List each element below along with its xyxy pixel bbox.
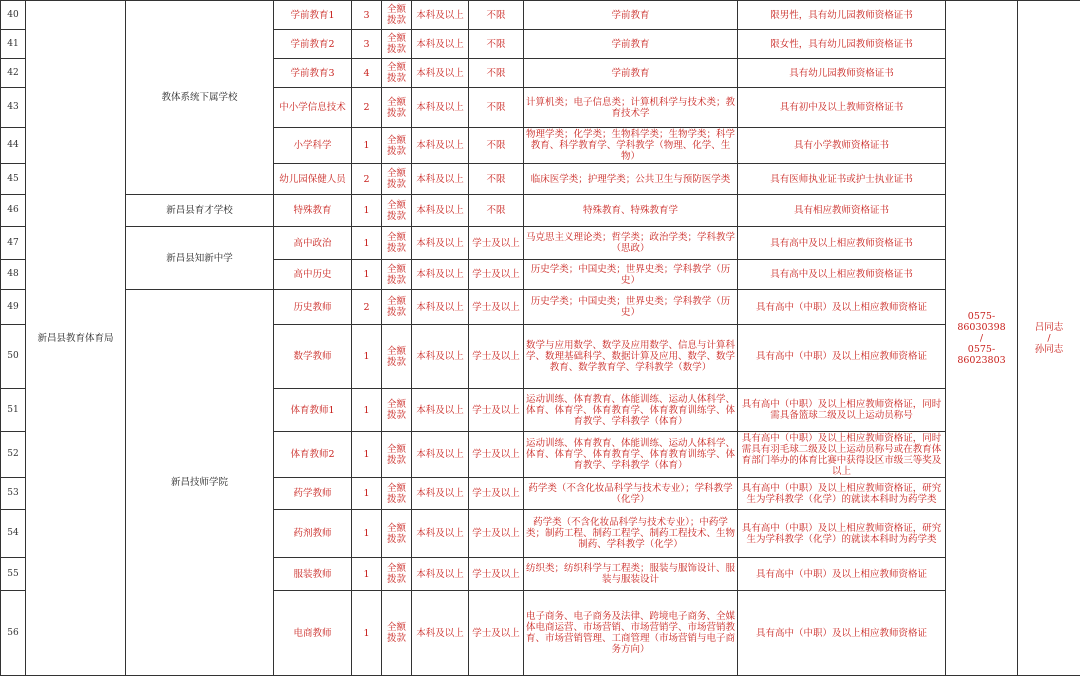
unit-cell: 新昌县育才学校: [126, 195, 274, 227]
row-number: 56: [1, 591, 26, 676]
major-req: 学前教育: [524, 30, 738, 59]
other-req: 限男性，具有幼儿园教师资格证书: [738, 1, 946, 30]
education-req: 本科及以上: [412, 591, 469, 676]
degree-req: 学士及以上: [469, 389, 524, 432]
degree-req: 不限: [469, 59, 524, 88]
education-req: 本科及以上: [412, 510, 469, 558]
row-number: 42: [1, 59, 26, 88]
funding-type: 全额拨款: [382, 290, 412, 325]
other-req: 具有幼儿园教师资格证书: [738, 59, 946, 88]
post-name: 学前教育3: [274, 59, 352, 88]
post-name: 中小学信息技术: [274, 88, 352, 128]
education-req: 本科及以上: [412, 325, 469, 389]
other-req: 具有高中（中职）及以上相应教师资格证: [738, 290, 946, 325]
contact-2: 孙同志: [1035, 344, 1064, 355]
other-req: 具有高中（中职）及以上相应教师资格证，研究生为学科教学（化学）的就读本科时为药学类: [738, 510, 946, 558]
row-number: 53: [1, 478, 26, 510]
education-req: 本科及以上: [412, 432, 469, 478]
unit-cell: 教体系统下属学校: [126, 1, 274, 195]
degree-req: 不限: [469, 30, 524, 59]
major-req: 特殊教育、特殊教育学: [524, 195, 738, 227]
other-req: 具有高中（中职）及以上相应教师资格证，同时需具有羽毛球二级及以上运动员称号或在教育体育部门举办的体育比赛中获得设区市级三等奖及以上: [738, 432, 946, 478]
other-req: 限女性，具有幼儿园教师资格证书: [738, 30, 946, 59]
row-number: 41: [1, 30, 26, 59]
other-req: 具有高中（中职）及以上相应教师资格证: [738, 558, 946, 591]
major-req: 历史学类；中国史类；世界史类；学科教学（历史）: [524, 260, 738, 290]
row-number: 40: [1, 1, 26, 30]
degree-req: 不限: [469, 88, 524, 128]
post-count: 1: [352, 195, 382, 227]
degree-req: 学士及以上: [469, 325, 524, 389]
row-number: 48: [1, 260, 26, 290]
degree-req: 不限: [469, 164, 524, 195]
major-req: 运动训练、体育教育、体能训练、运动人体科学、体育、体育学、体育教育学、体育教育训练学、体育教学、学科教学（体育）: [524, 389, 738, 432]
post-name: 药剂教师: [274, 510, 352, 558]
contact-1: 吕同志: [1035, 322, 1064, 333]
phone-1: 0575-86030398: [957, 311, 1005, 333]
education-req: 本科及以上: [412, 59, 469, 88]
post-name: 学前教育2: [274, 30, 352, 59]
table-row: [1, 290, 1080, 325]
row-number: 50: [1, 325, 26, 389]
contact-person-cell: [1018, 1, 1080, 676]
contact-phone-cell: [946, 1, 1018, 676]
funding-type: 全额拨款: [382, 478, 412, 510]
degree-req: 学士及以上: [469, 260, 524, 290]
post-name: 幼儿园保健人员: [274, 164, 352, 195]
other-req: 具有初中及以上教师资格证书: [738, 88, 946, 128]
table-row: [1, 1, 1080, 30]
post-name: 学前教育1: [274, 1, 352, 30]
education-req: 本科及以上: [412, 1, 469, 30]
row-number: 52: [1, 432, 26, 478]
funding-type: 全额拨款: [382, 591, 412, 676]
degree-req: 学士及以上: [469, 478, 524, 510]
phone-2: 0575-86023803: [957, 344, 1005, 366]
education-req: 本科及以上: [412, 227, 469, 260]
degree-req: 学士及以上: [469, 290, 524, 325]
degree-req: 学士及以上: [469, 558, 524, 591]
degree-req: 学士及以上: [469, 432, 524, 478]
post-name: 药学教师: [274, 478, 352, 510]
other-req: 具有高中（中职）及以上相应教师资格证，研究生为学科教学（化学）的就读本科时为药学类: [738, 478, 946, 510]
post-count: 1: [352, 325, 382, 389]
education-req: 本科及以上: [412, 128, 469, 164]
post-count: 1: [352, 558, 382, 591]
education-req: 本科及以上: [412, 389, 469, 432]
funding-type: 全额拨款: [382, 30, 412, 59]
degree-req: 不限: [469, 1, 524, 30]
degree-req: 不限: [469, 195, 524, 227]
major-req: 数学与应用数学、数学及应用数学、信息与计算科学、数理基础科学、数据计算及应用、数学、数学教育、数学教育学、学科教学（数学）: [524, 325, 738, 389]
education-req: 本科及以上: [412, 260, 469, 290]
table-row: [1, 195, 1080, 227]
major-req: 电子商务、电子商务及法律、跨境电子商务、全媒体电商运营、市场营销、市场营销学、市场营销教育、市场营销管理、工商管理（市场营销与电子商务方向）: [524, 591, 738, 676]
post-count: 1: [352, 432, 382, 478]
post-name: 高中历史: [274, 260, 352, 290]
department-cell: 新昌县教育体育局: [26, 1, 126, 676]
post-name: 数学教师: [274, 325, 352, 389]
funding-type: 全额拨款: [382, 59, 412, 88]
funding-type: 全额拨款: [382, 260, 412, 290]
row-number: 44: [1, 128, 26, 164]
post-count: 4: [352, 59, 382, 88]
other-req: 具有高中及以上相应教师资格证书: [738, 227, 946, 260]
row-number: 54: [1, 510, 26, 558]
education-req: 本科及以上: [412, 164, 469, 195]
funding-type: 全额拨款: [382, 227, 412, 260]
post-name: 体育教师1: [274, 389, 352, 432]
major-req: 学前教育: [524, 59, 738, 88]
post-count: 1: [352, 478, 382, 510]
major-req: 药学类（不含化妆品科学与技术专业）；中药学类；制药工程、制药工程学、制药工程技术、生物制药、学科教学（化学）: [524, 510, 738, 558]
post-count: 1: [352, 227, 382, 260]
funding-type: 全额拨款: [382, 389, 412, 432]
funding-type: 全额拨款: [382, 432, 412, 478]
post-name: 电商教师: [274, 591, 352, 676]
major-req: 运动训练、体育教育、体能训练、运动人体科学、体育、体育学、体育教育学、体育教育训练学、体育教学、学科教学（体育）: [524, 432, 738, 478]
post-name: 服装教师: [274, 558, 352, 591]
unit-cell: 新昌技师学院: [126, 290, 274, 676]
row-number: 43: [1, 88, 26, 128]
major-req: 药学类（不含化妆品科学与技术专业）；学科教学（化学）: [524, 478, 738, 510]
post-count: 1: [352, 389, 382, 432]
education-req: 本科及以上: [412, 290, 469, 325]
phone-separator: /: [980, 333, 983, 344]
major-req: 纺织类；纺织科学与工程类；服装与服饰设计、服装与服装设计: [524, 558, 738, 591]
post-name: 历史教师: [274, 290, 352, 325]
post-name: 高中政治: [274, 227, 352, 260]
post-count: 2: [352, 88, 382, 128]
degree-req: 不限: [469, 128, 524, 164]
major-req: 历史学类；中国史类；世界史类；学科教学（历史）: [524, 290, 738, 325]
other-req: 具有高中（中职）及以上相应教师资格证: [738, 591, 946, 676]
other-req: 具有高中（中职）及以上相应教师资格证，同时需具备篮球二级及以上运动员称号: [738, 389, 946, 432]
major-req: 学前教育: [524, 1, 738, 30]
degree-req: 学士及以上: [469, 510, 524, 558]
post-count: 2: [352, 164, 382, 195]
other-req: 具有相应教师资格证书: [738, 195, 946, 227]
post-count: 2: [352, 290, 382, 325]
education-req: 本科及以上: [412, 195, 469, 227]
funding-type: 全额拨款: [382, 88, 412, 128]
post-count: 3: [352, 30, 382, 59]
post-count: 1: [352, 260, 382, 290]
funding-type: 全额拨款: [382, 128, 412, 164]
funding-type: 全额拨款: [382, 325, 412, 389]
row-number: 49: [1, 290, 26, 325]
major-req: 物理学类；化学类；生物科学类；生物学类；科学教育、科学教育学、学科教学（物理、化学、生物）: [524, 128, 738, 164]
major-req: 计算机类；电子信息类；计算机科学与技术类；教育技术学: [524, 88, 738, 128]
funding-type: 全额拨款: [382, 164, 412, 195]
other-req: 具有高中（中职）及以上相应教师资格证: [738, 325, 946, 389]
post-count: 1: [352, 591, 382, 676]
funding-type: 全额拨款: [382, 195, 412, 227]
post-count: 3: [352, 1, 382, 30]
row-number: 55: [1, 558, 26, 591]
table-row: [1, 227, 1080, 260]
education-req: 本科及以上: [412, 30, 469, 59]
education-req: 本科及以上: [412, 558, 469, 591]
degree-req: 学士及以上: [469, 591, 524, 676]
funding-type: 全额拨款: [382, 1, 412, 30]
post-name: 体育教师2: [274, 432, 352, 478]
unit-cell: 新昌县知新中学: [126, 227, 274, 290]
row-number: 46: [1, 195, 26, 227]
education-req: 本科及以上: [412, 478, 469, 510]
post-name: 特殊教育: [274, 195, 352, 227]
degree-req: 学士及以上: [469, 227, 524, 260]
post-name: 小学科学: [274, 128, 352, 164]
education-req: 本科及以上: [412, 88, 469, 128]
row-number: 51: [1, 389, 26, 432]
major-req: 马克思主义理论类；哲学类；政治学类；学科教学（思政）: [524, 227, 738, 260]
row-number: 45: [1, 164, 26, 195]
funding-type: 全额拨款: [382, 558, 412, 591]
contact-separator: /: [1047, 333, 1050, 344]
funding-type: 全额拨款: [382, 510, 412, 558]
row-number: 47: [1, 227, 26, 260]
major-req: 临床医学类；护理学类；公共卫生与预防医学类: [524, 164, 738, 195]
other-req: 具有高中及以上相应教师资格证书: [738, 260, 946, 290]
post-count: 1: [352, 510, 382, 558]
other-req: 具有医师执业证书或护士执业证书: [738, 164, 946, 195]
other-req: 具有小学教师资格证书: [738, 128, 946, 164]
post-count: 1: [352, 128, 382, 164]
